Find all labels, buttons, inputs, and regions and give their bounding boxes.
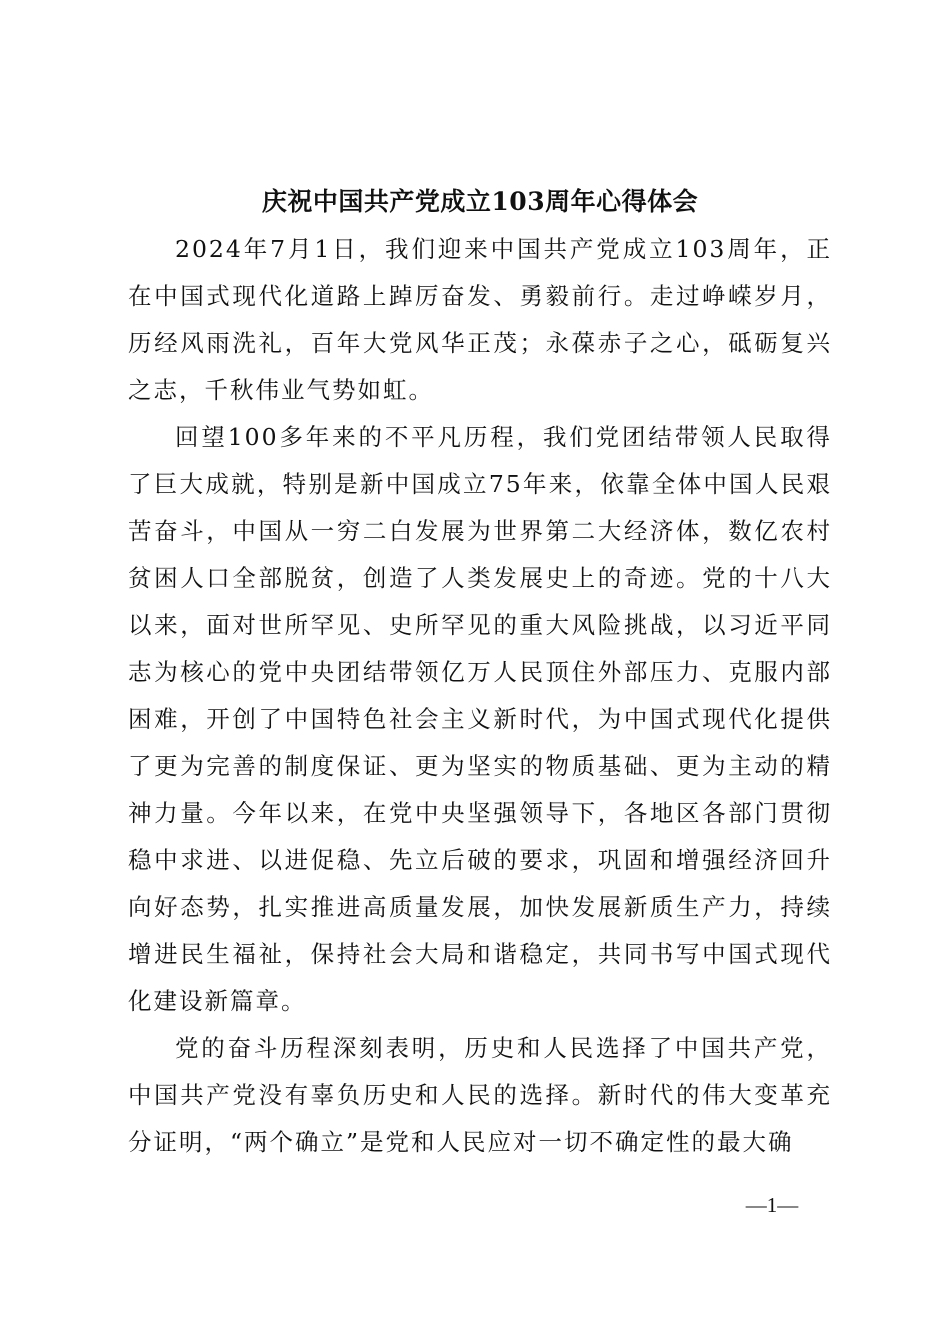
document-title: 庆祝中国共产党成立103周年心得体会 <box>261 187 699 216</box>
paragraph-1: 2024年7月1日，我们迎来中国共产党成立103周年，正在中国式现代化道路上踔厉奋发、勇毅前行。走过峥嵘岁月，历经风雨洗礼，百年大党风华正茂；永葆赤子之心，砥砺复兴之志，千秋伟业气势如虹。 <box>128 235 832 404</box>
page-number: —1— <box>745 1193 799 1217</box>
paragraph-3: 党的奋斗历程深刻表明，历史和人民选择了中国共产党，中国共产党没有辜负历史和人民的选择。新时代的伟大变革充分证明，“两个确立”是党和人民应对一切不确定性的最大确 <box>128 1034 832 1156</box>
paragraph-2: 回望100多年来的不平凡历程，我们党团结带领人民取得了巨大成就，特别是新中国成立75年来，依靠全体中国人民艰苦奋斗，中国从一穷二白发展为世界第二大经济体，数亿农村贫困人口全部脱贫，创造了人类发展史上的奇迹。党的十八大以来，面对世所罕见、史所罕见的重大风险挑战，以习近平同志为核心的党中央团结带领亿万人民顶住外部压力、克服内部困难，开创了中国特色社会主义新时代，为中国式现代化提供了更为完善的制度保证、更为坚实的物质基础、更为主动的精神力量。今年以来，在党中央坚强领导下，各地区各部门贯彻稳中求进、以进促稳、先立后破的要求，巩固和增强经济回升向好态势，扎实推进高质量发展，加快发展新质生产力，持续增进民生福祉，保持社会大局和谐稳定，共同书写中国式现代化建设新篇章。 <box>128 423 832 1015</box>
document-body <box>128 226 832 1166</box>
